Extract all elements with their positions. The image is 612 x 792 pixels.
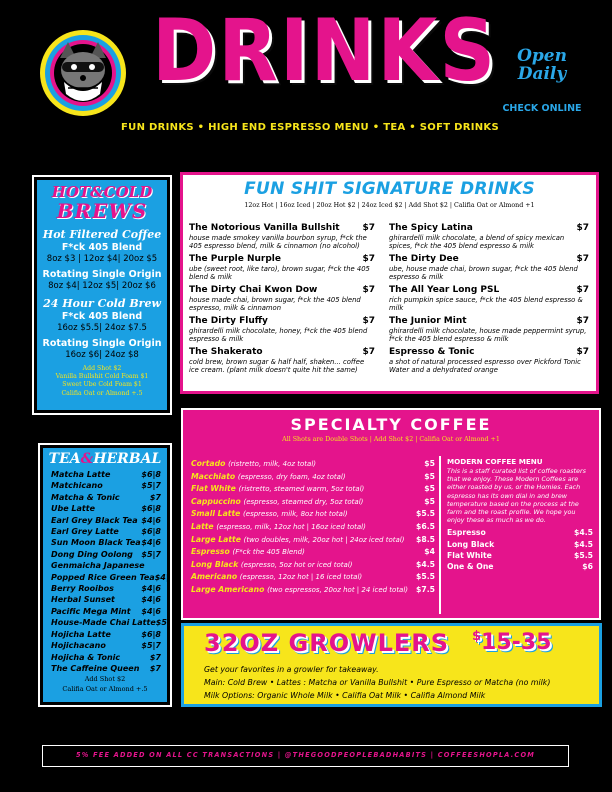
tea-list	[51, 469, 176, 674]
specialty-item-name: Latte	[191, 521, 214, 531]
tea-item	[51, 549, 161, 560]
tea-item-name: Sun Moon Black Tea	[51, 538, 141, 548]
specialty-title: SPECIALTY COFFEE	[290, 415, 492, 434]
signature-item-desc: house made smokey vanilla bourbon syrup, f*ck the 405 espresso blend, milk & cinnamon (no alcohol)	[189, 234, 367, 250]
tea-item	[51, 537, 161, 548]
signature-item-name: The Dirty Dee	[389, 254, 459, 264]
signature-item-price: $7	[362, 316, 375, 326]
signature-item	[389, 285, 589, 312]
tea-item-name: Ube Latte	[51, 504, 96, 514]
signature-item-name: The Spicy Latina	[389, 223, 473, 233]
brew-prices: 8oz $4| 12oz $5| 20oz $6	[48, 280, 156, 291]
tea-item	[51, 583, 161, 594]
specialty-item-name: Espresso	[191, 547, 230, 557]
tea-item-name: Berry Rooibos	[51, 584, 114, 594]
modern-item-name: Long Black	[447, 539, 495, 549]
tea-item	[51, 503, 161, 514]
tea-item	[51, 663, 161, 674]
specialty-item-price: $8.5	[416, 534, 435, 544]
tea-item	[51, 606, 161, 617]
tea-item-price: $4|6	[141, 606, 161, 616]
specialty-item-name: Small Latte	[191, 509, 241, 519]
tea-item-price: $5|7	[141, 641, 161, 651]
specialty-item-label	[191, 471, 346, 484]
specialty-item-desc: (ristretto, milk, 4oz total)	[228, 460, 316, 468]
signature-item-name: Espresso & Tonic	[389, 347, 475, 357]
modern-item	[447, 539, 593, 550]
signature-item-desc: cold brew, brown sugar & half half, shaken... coffee ice cream. (plant milk doesn't quite hit the same)	[189, 358, 365, 374]
tea-item-price: $5|7	[155, 618, 176, 628]
tea-item-name: House-Made Chai Latte	[51, 618, 156, 628]
tea-title-amp: &	[80, 451, 94, 467]
brew-name: Rotating Single Origin	[42, 337, 162, 349]
hot-cold-brews-panel	[34, 177, 170, 413]
specialty-item-price: $6.5	[416, 521, 435, 531]
tea-item-name: Pacific Mega Mint	[51, 606, 131, 616]
specialty-list	[191, 458, 435, 597]
tea-item-price: $7	[149, 663, 161, 673]
tea-item-name: Genmaicha Japanese	[51, 561, 145, 571]
specialty-item-price: $4	[424, 547, 435, 557]
tea-item-name: Hojicha Latte	[51, 629, 111, 639]
growlers-line: Milk Options: Organic Whole Milk • Califia Oat Milk • Califia Almond Milk	[204, 691, 486, 700]
tea-item-name: Popped Rice Green Tea	[51, 572, 155, 582]
signature-item-name: The All Year Long PSL	[389, 285, 500, 295]
specialty-item-desc: (espresso, steamed dry, 5oz total)	[243, 497, 364, 506]
tea-item	[51, 617, 176, 628]
tea-item-price: $4|6	[141, 538, 161, 548]
page-title: DRINKS	[152, 1, 498, 101]
signature-item-price: $7	[362, 285, 375, 295]
tea-title-b: HERBAL	[93, 451, 162, 467]
specialty-item	[191, 521, 435, 534]
hot-filtered-heading: Hot Filtered Coffee	[42, 227, 162, 241]
tea-item-price: $7	[149, 652, 161, 662]
signature-item-desc: ghirardelli milk chocolate, a blend of spicy mexican spices, f*ck the 405 blend espresso & milk	[389, 234, 565, 250]
specialty-item-label	[191, 559, 352, 572]
specialty-item-price: $4.5	[416, 559, 435, 569]
signature-item-desc: rich pumpkin spice sauce, f*ck the 405 blend espresso & milk	[389, 296, 583, 312]
specialty-item-desc: (two espressos, 20oz hot | 24 iced total)	[267, 585, 409, 594]
open-daily-label: Open Daily	[517, 46, 567, 84]
signature-item-price: $7	[362, 223, 375, 233]
specialty-item-label	[191, 521, 366, 534]
brew-name: Rotating Single Origin	[42, 268, 162, 280]
specialty-item-name: Macchiato	[191, 471, 236, 481]
tea-item	[51, 469, 161, 480]
modern-list	[447, 527, 593, 572]
modern-item-name: One & One	[447, 562, 494, 572]
signature-item-desc: ghirardelli milk chocolate, honey, f*ck the 405 blend espresso & milk	[189, 327, 368, 343]
modern-item	[447, 550, 593, 561]
signature-item-header	[389, 316, 589, 327]
signature-item-price: $7	[362, 254, 375, 264]
signature-item-desc: house made chai, brown sugar, f*ck the 405 blend espresso, milk & cinnamon	[189, 296, 361, 312]
signature-item-name: The Junior Mint	[389, 316, 467, 326]
specialty-item-desc: (ristretto, steamed warm, 5oz total)	[238, 485, 365, 494]
specialty-item-label	[191, 496, 363, 509]
check-online-link[interactable]: CHECK ONLINE	[502, 103, 582, 114]
modern-item-price: $5.5	[574, 551, 593, 561]
specialty-item-label	[191, 458, 316, 471]
tea-item	[51, 640, 161, 651]
tagline: FUN DRINKS • HIGH END ESPRESSO MENU • TEA • SOFT DRINKS	[121, 122, 499, 133]
header	[0, 0, 612, 160]
signature-item-price: $7	[576, 285, 589, 295]
addon-text: Sweet Ube Cold Foam $1	[62, 381, 142, 389]
signature-item-desc: ube (sweet root, like taro), brown sugar, f*ck the 405 blend & milk	[189, 265, 370, 281]
tea-item	[51, 480, 161, 491]
tea-title-a: TEA	[48, 451, 81, 467]
signature-item-name: The Notorious Vanilla Bullshit	[189, 223, 340, 233]
tea-item-price: $5|7	[141, 481, 161, 491]
signature-item	[389, 347, 589, 374]
specialty-item-desc: (F*ck the 405 Blend)	[232, 548, 305, 557]
specialty-item	[191, 471, 435, 484]
signature-item-header	[189, 316, 375, 327]
specialty-item-name: Large Americano	[191, 584, 265, 594]
growlers-line: Main: Cold Brew • Lattes : Matcha or Vanilla Bullshit • Pure Espresso or Matcha (no milk)	[204, 678, 551, 687]
signature-item-name: The Purple Nurple	[189, 254, 281, 264]
specialty-item	[191, 483, 435, 496]
brew-name: F*ck 405 Blend	[61, 310, 143, 322]
growlers-line: Get your favorites in a growler for takeaway.	[204, 665, 379, 674]
tea-item	[51, 652, 161, 663]
specialty-item-label	[191, 571, 362, 584]
specialty-item	[191, 458, 435, 471]
specialty-item-desc: (espresso, 12oz hot | 16 iced total)	[239, 573, 363, 582]
modern-item-price: $4.5	[574, 528, 593, 538]
specialty-item-name: Flat White	[191, 484, 236, 494]
specialty-item-name: Large Latte	[191, 534, 241, 544]
hot-cold-title-line2: BREWS	[56, 198, 148, 223]
tea-item-price: $6|8	[141, 629, 161, 639]
brew-prices: 16oz $6| 24oz $8	[65, 349, 139, 360]
specialty-item	[191, 584, 435, 597]
tea-item-name: Hojicha & Tonic	[51, 652, 121, 662]
tea-item-name: Earl Grey Black Tea	[51, 515, 138, 525]
tea-item	[51, 629, 161, 640]
signature-item-price: $7	[576, 223, 589, 233]
signature-item	[389, 316, 589, 343]
tea-item-name: The Caffeine Queen	[51, 663, 140, 673]
specialty-coffee-panel	[181, 408, 601, 620]
hot-cold-title-line1: HOT&COLD	[51, 183, 153, 201]
tea-item	[51, 594, 161, 605]
tea-item-price: $4|6	[141, 595, 161, 605]
modern-description: This is a staff curated list of coffee roasters that we enjoy. These Modern Coffees are either roasted by us, or the Homies. Each espresso has its own dial in and brew temperature based on the process at the farm and the roast profile. We hope you enjoy these as much as we do.	[447, 467, 586, 525]
brew-prices: 8oz $3 | 12oz $4| 20oz $5	[46, 253, 158, 264]
tea-item-name: Matcha & Tonic	[51, 492, 120, 502]
specialty-item-desc: (espresso, milk, 8oz hot total)	[243, 510, 348, 519]
specialty-item	[191, 496, 435, 509]
signature-item-name: The Dirty Fluffy	[189, 316, 268, 326]
tea-title	[43, 451, 167, 467]
tea-herbal-panel	[40, 445, 176, 705]
modern-item-name: Espresso	[447, 528, 486, 538]
tea-item-name: Earl Grey Latte	[51, 527, 119, 537]
price-symbol: $	[472, 629, 482, 644]
tea-item-price: $4|6	[154, 572, 175, 582]
specialty-subtitle: All Shots are Double Shots | Add Shot $2 | Califia Oat or Almond +1	[282, 436, 500, 443]
raccoon-logo-icon	[38, 28, 128, 118]
tea-item-name: Hojichacano	[51, 641, 106, 651]
growlers-panel	[181, 623, 602, 707]
signature-item	[389, 254, 589, 281]
specialty-item-label	[191, 584, 408, 597]
specialty-item-name: Americano	[191, 572, 238, 582]
signature-drinks-panel	[180, 172, 599, 394]
specialty-item-price: $5.5	[416, 572, 435, 582]
specialty-item-price: $5	[424, 484, 435, 494]
signature-item	[389, 223, 589, 250]
tea-item-price: $6|8	[141, 527, 161, 537]
signature-item-name: The Dirty Chai Kwon Dow	[189, 285, 318, 295]
signature-grid	[189, 223, 594, 374]
specialty-item-label	[191, 483, 364, 496]
growlers-title: 32OZ GROWLERS	[204, 629, 450, 657]
specialty-item-name: Long Black	[191, 559, 239, 569]
specialty-item	[191, 546, 435, 559]
growlers-lines	[204, 663, 594, 702]
tea-item	[51, 526, 161, 537]
footer: 5% FEE ADDED ON ALL CC TRANSACTIONS | @THEGOODPEOPLEBADHABITS | COFFEESHOPLA.COM	[42, 745, 569, 767]
tea-item-price: $6|8	[141, 504, 161, 514]
modern-item-price: $6	[582, 562, 593, 572]
specialty-item-price: $5	[424, 459, 435, 468]
signature-item	[189, 223, 375, 250]
signature-item-price: $7	[576, 347, 589, 357]
signature-item-desc: ube, house made chai, brown sugar, f*ck the 405 blend espresso & milk	[389, 265, 578, 281]
signature-item-header	[189, 254, 375, 265]
modern-title: MODERN COFFEE MENU	[447, 457, 543, 466]
modern-item	[447, 561, 593, 572]
addon-text: Vanilla Bullshit Cold Foam $1	[55, 373, 149, 381]
specialty-item-price: $5	[424, 496, 435, 506]
signature-item-header	[189, 347, 375, 358]
hot-cold-title	[37, 185, 167, 222]
tea-item-price: $4|6	[141, 515, 161, 525]
modern-coffee-menu	[447, 457, 593, 573]
modern-item	[447, 527, 593, 538]
signature-subtitle: 12oz Hot | 16oz Iced | 20oz Hot $2 | 24oz Iced $2 | Add Shot $2 | Califia Oat or Almond +1	[244, 202, 535, 209]
signature-item-header	[389, 285, 589, 296]
brew-name: F*ck 405 Blend	[61, 241, 143, 253]
modern-item-name: Flat White	[447, 551, 492, 561]
tea-item	[51, 515, 161, 526]
signature-item-name: The Shakerato	[189, 347, 263, 357]
signature-item	[189, 254, 375, 281]
tea-item-price: $6|8	[141, 470, 161, 479]
specialty-item-price: $5.5	[416, 509, 435, 519]
specialty-item-price: $5	[424, 471, 435, 481]
tea-item	[51, 572, 175, 583]
growlers-price	[472, 629, 551, 655]
specialty-item-label	[191, 534, 404, 547]
brew-prices: 16oz $5.5| 24oz $7.5	[57, 322, 147, 333]
signature-item	[189, 285, 375, 312]
tea-item-name: Dong Ding Oolong	[51, 549, 133, 559]
tea-item-price: $5|7	[141, 549, 161, 559]
specialty-item-label	[191, 508, 348, 521]
specialty-item-price: $7.5	[416, 584, 435, 594]
specialty-item-name: Cortado	[191, 459, 226, 468]
tea-item-name: Matchicano	[51, 481, 103, 491]
cold-brew-heading: 24 Hour Cold Brew	[43, 296, 161, 310]
specialty-item-desc: (espresso, 5oz hot or iced total)	[240, 560, 353, 569]
tea-item	[51, 560, 161, 571]
signature-title: FUN SHIT SIGNATURE DRINKS	[244, 179, 535, 199]
signature-item-price: $7	[576, 254, 589, 264]
specialty-item-desc: (espresso, dry foam, 4oz total)	[237, 472, 346, 481]
signature-item-header	[189, 223, 375, 234]
signature-item-header	[389, 223, 589, 234]
modern-item-price: $4.5	[574, 539, 593, 549]
specialty-item-label	[191, 546, 305, 559]
tea-item-name: Herbal Sunset	[51, 595, 115, 605]
signature-item-desc: ghirardelli milk chocolate, house made peppermint syrup, f*ck the 405 blend espresso & milk	[389, 327, 587, 343]
signature-item-header	[389, 347, 589, 358]
signature-item-price: $7	[362, 347, 375, 357]
tea-item-name: Matcha Latte	[51, 470, 111, 479]
specialty-item-name: Cappuccino	[191, 496, 241, 506]
tea-item	[51, 492, 161, 503]
divider	[439, 456, 441, 614]
specialty-item	[191, 508, 435, 521]
addon-text: Califia Oat or Almond +.5	[61, 389, 143, 397]
specialty-item-desc: (espresso, milk, 12oz hot | 16oz iced total)	[216, 522, 366, 531]
tea-addon: Califia Oat or Almond +.5	[62, 684, 148, 693]
signature-item	[189, 347, 375, 374]
signature-item-header	[389, 254, 589, 265]
specialty-item	[191, 534, 435, 547]
signature-item-header	[189, 285, 375, 296]
price-range: 15-35	[481, 630, 552, 655]
specialty-item-desc: (two doubles, milk, 20oz hot | 24oz iced total)	[243, 535, 405, 544]
tea-item-price: $7	[149, 492, 161, 502]
signature-item-desc: a shot of natural processed espresso over Pickford Tonic Water and a dehydrated orange	[389, 358, 581, 374]
tea-item-price: $4|6	[141, 584, 161, 594]
tea-addon: Add Shot $2	[84, 675, 126, 684]
specialty-item	[191, 559, 435, 572]
signature-item-price: $7	[576, 316, 589, 326]
hot-cold-addons	[37, 365, 167, 398]
addon-text: Add Shot $2	[82, 364, 122, 372]
specialty-item	[191, 571, 435, 584]
signature-item	[189, 316, 375, 343]
